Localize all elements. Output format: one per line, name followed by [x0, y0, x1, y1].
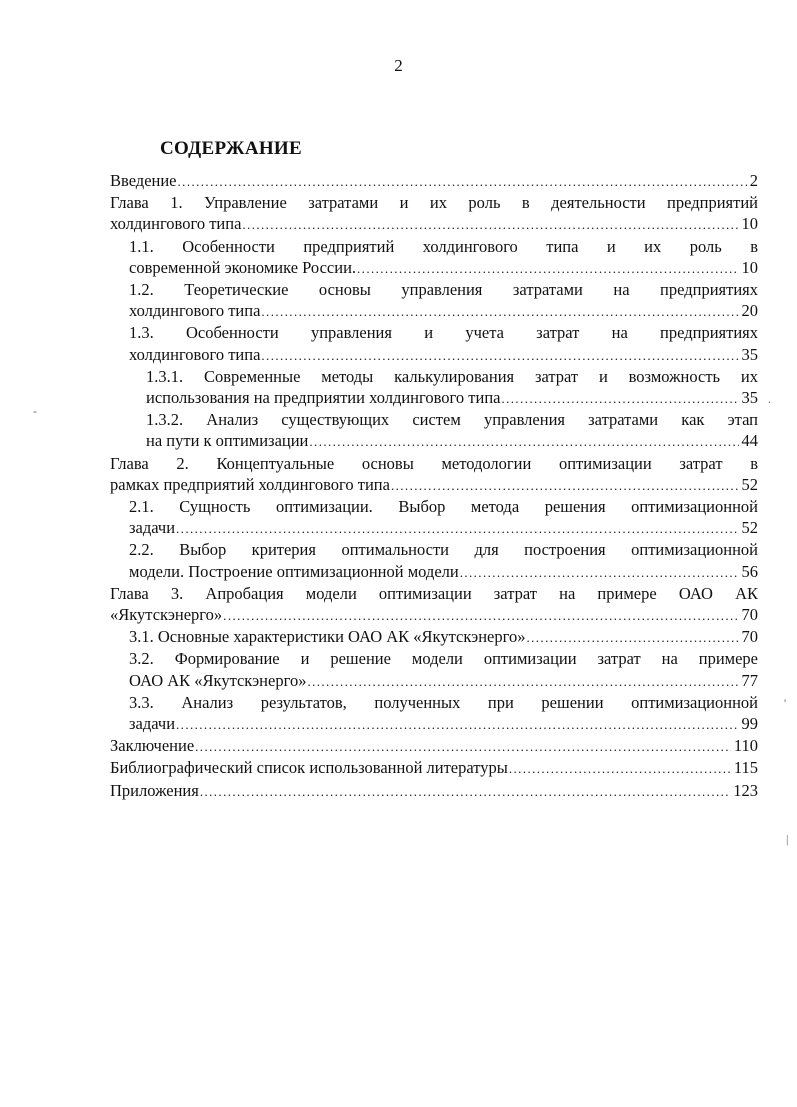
toc-entry-section-2-2[interactable] [129, 539, 758, 582]
toc-entry-page: 115 [733, 758, 758, 778]
scan-speck: ' [784, 696, 787, 710]
dot-leader [501, 388, 738, 409]
toc-entry-section-2-1[interactable] [129, 496, 758, 539]
toc-entry-page: 110 [733, 736, 758, 756]
dot-leader [261, 301, 738, 322]
toc-entry-introduction[interactable] [110, 170, 758, 192]
dot-leader [391, 475, 739, 496]
toc-title: СОДЕРЖАНИЕ [160, 138, 302, 159]
dot-leader [307, 671, 738, 692]
toc-entry-title: задачи [129, 714, 176, 734]
toc-entry-title: модели. Построение оптимизационной модели [129, 561, 459, 581]
toc-entry-title: на пути к оптимизации [146, 431, 309, 451]
toc-entry-section-1-3-2[interactable] [146, 409, 758, 452]
toc-entry-title: использования на предприятии холдингового типа [146, 388, 501, 408]
toc-entry-page: 10 [741, 214, 758, 234]
toc-entry-page: 99 [741, 714, 758, 734]
toc-entry-page: 35 [741, 344, 758, 364]
dot-leader [195, 736, 731, 757]
toc-entry-page: 70 [741, 605, 758, 625]
toc-entry-title: современной экономике России. [129, 257, 357, 277]
toc-entry-page: 52 [741, 474, 758, 494]
dot-leader [242, 214, 738, 235]
dot-leader [509, 758, 731, 779]
dot-leader [460, 562, 739, 583]
toc-entry-appendices[interactable] [110, 780, 758, 802]
toc-entry-title: холдингового типа [129, 344, 261, 364]
toc-entry-title: ОАО АК «Якутскэнерго» [129, 670, 307, 690]
scan-speck: - [33, 404, 37, 418]
toc-entry-page: 56 [741, 561, 758, 581]
dot-leader [200, 781, 730, 802]
dot-leader [178, 171, 747, 192]
page-number: 2 [394, 56, 403, 75]
dot-leader [526, 627, 738, 648]
toc-entry-title-line: 1.3. Особенности управления и учета затрат на предприятиях [129, 323, 758, 343]
toc-entry-title: Приложения [110, 780, 199, 800]
toc-entry-section-1-3-1[interactable] [146, 366, 758, 409]
toc-entry-title: Библиографический список использованной литературы [110, 758, 508, 778]
toc-entry-section-1-2[interactable] [129, 279, 758, 322]
toc-entry-title: Заключение [110, 736, 195, 756]
toc-entry-section-1-3[interactable] [129, 322, 758, 365]
toc-entry-page: 44 [741, 431, 758, 451]
toc-entry-page: 52 [741, 518, 758, 538]
toc-entry-title-line: 1.3.2. Анализ существующих систем управления затратами как этап [146, 410, 758, 430]
toc-entry-page: 77 [741, 670, 758, 690]
toc-entry-chapter-2[interactable] [110, 453, 758, 496]
toc-entry-section-1-1[interactable] [129, 236, 758, 279]
toc-entry-title-line: 1.3.1. Современные методы калькулирования затрат и возможность их [146, 366, 758, 386]
toc-entry-title: 3.1. Основные характеристики ОАО АК «Якутскэнерго» [129, 627, 526, 647]
toc-entry-title: задачи [129, 518, 176, 538]
toc-entry-chapter-3[interactable] [110, 583, 758, 626]
toc-entry-title: холдингового типа [110, 214, 242, 234]
toc-entry-bibliography[interactable] [110, 757, 758, 779]
toc-entry-page: 35 [741, 388, 758, 408]
toc-entry-title-line: Глава 2. Концептуальные основы методологии оптимизации затрат в [110, 453, 758, 473]
toc-entry-section-3-1[interactable] [129, 626, 758, 648]
table-of-contents [110, 170, 758, 802]
toc-entry-conclusion[interactable] [110, 735, 758, 757]
scan-speck: . [768, 392, 771, 406]
toc-entry-title-line: 3.2. Формирование и решение модели оптимизации затрат на примере [129, 649, 758, 669]
toc-entry-title: холдингового типа [129, 301, 261, 321]
toc-entry-page: 2 [749, 171, 758, 190]
dot-leader [357, 258, 738, 279]
scan-speck: | [786, 832, 789, 846]
toc-entry-title: Введение [110, 171, 177, 190]
dot-leader [223, 605, 738, 626]
toc-entry-page: 20 [741, 301, 758, 321]
toc-entry-title-line: Глава 1. Управление затратами и их роль в деятельности предприятий [110, 193, 758, 213]
toc-entry-title-line: 2.1. Сущность оптимизации. Выбор метода решения оптимизационной [129, 497, 758, 517]
toc-entry-section-3-2[interactable] [129, 648, 758, 691]
dot-leader [176, 518, 738, 539]
toc-entry-title-line: Глава 3. Апробация модели оптимизации затрат на примере ОАО АК [110, 583, 758, 603]
toc-entry-page: 10 [741, 257, 758, 277]
toc-entry-title-line: 2.2. Выбор критерия оптимальности для построения оптимизационной [129, 540, 758, 560]
toc-entry-title: рамках предприятий холдингового типа [110, 474, 390, 494]
toc-entry-chapter-1[interactable] [110, 192, 758, 235]
toc-entry-page: 123 [733, 780, 758, 800]
toc-entry-title-line: 3.3. Анализ результатов, полученных при решении оптимизационной [129, 692, 758, 712]
toc-entry-page: 70 [741, 627, 758, 647]
toc-entry-section-3-3[interactable] [129, 692, 758, 735]
toc-entry-title-line: 1.1. Особенности предприятий холдингового типа и их роль в [129, 236, 758, 256]
dot-leader [176, 714, 738, 735]
dot-leader [261, 345, 738, 366]
toc-entry-title: «Якутскэнерго» [110, 605, 223, 625]
toc-entry-title-line: 1.2. Теоретические основы управления затратами на предприятиях [129, 280, 758, 300]
dot-leader [309, 431, 738, 452]
